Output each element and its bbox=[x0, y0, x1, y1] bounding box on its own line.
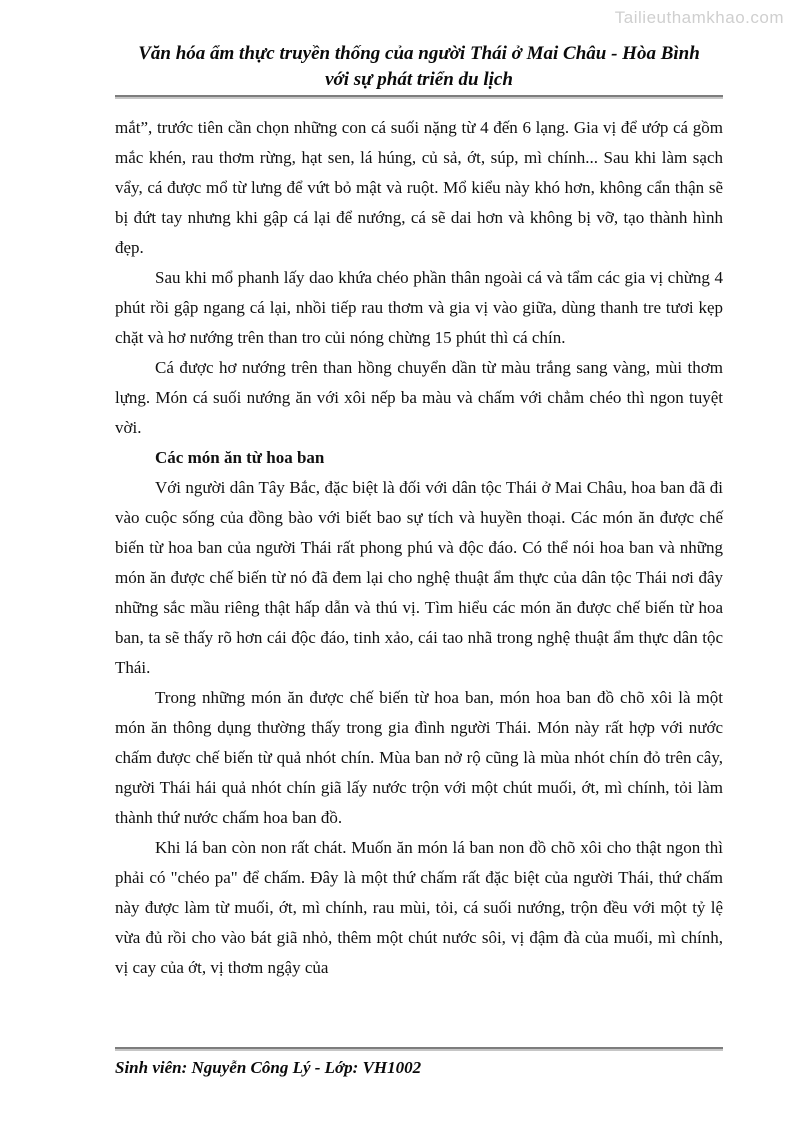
header-divider bbox=[115, 95, 723, 99]
body-paragraph: Trong những món ăn được chế biến từ hoa ban, món hoa ban đồ chõ xôi là một món ăn thông dụng thường thấy trong gia đình người Thái. Món này rất hợp với nước chấm được chế biến từ quả nhót chín. Mùa ban nở rộ cũng là mùa nhót chín đỏ trên cây, người Thái hái quả nhót chín giã lấy nước trộn với một chút muối, ớt, mì chính, tỏi làm thành thứ nước chấm hoa ban đồ. bbox=[115, 688, 723, 827]
body-text bbox=[115, 113, 723, 983]
footer-student-info: Sinh viên: Nguyễn Công Lý - Lớp: VH1002 bbox=[115, 1058, 422, 1077]
header-title-line1: Văn hóa ẩm thực truyền thống của người Thái ở Mai Châu - Hòa Bình bbox=[138, 43, 700, 64]
body-paragraph: Sau khi mổ phanh lấy dao khứa chéo phần thân ngoài cá và tẩm các gia vị chừng 4 phút rồi gập ngang cá lại, nhồi tiếp rau thơm và gia vị vào giữa, dùng thanh tre tươi kẹp chặt và hơ nướng trên than tro củi nóng chừng 15 phút thì cá chín. bbox=[115, 268, 723, 347]
page-header bbox=[115, 0, 723, 93]
page-footer bbox=[115, 1047, 723, 1080]
body-paragraph: Khi lá ban còn non rất chát. Muốn ăn món lá ban non đồ chõ xôi cho thật ngon thì phải có "chéo pa" để chấm. Đây là một thứ chấm rất đặc biệt của người Thái, thứ chấm này được làm từ muối, ớt, mì chính, rau mùi, tỏi, cá suối nướng, trộn đều với một tỷ lệ vừa đủ rồi cho vào bát giã nhỏ, thêm một chút nước sôi, vị đậm đà của muối, mì chính, vị cay của ớt, vị thơm ngậy của bbox=[115, 838, 723, 977]
header-title-line2: với sự phát triển du lịch bbox=[325, 69, 513, 90]
content-column bbox=[115, 0, 723, 983]
section-heading: Các món ăn từ hoa ban bbox=[155, 448, 325, 467]
body-paragraph: Cá được hơ nướng trên than hồng chuyển dần từ màu trắng sang vàng, mùi thơm lựng. Món cá suối nướng ăn với xôi nếp ba màu và chấm với chẳm chéo thì ngon tuyệt vời. bbox=[115, 358, 723, 437]
body-paragraph: mắt”, trước tiên cần chọn những con cá suối nặng từ 4 đến 6 lạng. Gia vị để ướp cá gồm mắc khén, rau thơm rừng, hạt sen, lá húng, củ sả, ớt, súp, mì chính... Sau khi làm sạch vẩy, cá được mổ từ lưng để vứt bỏ mật và ruột. Mổ kiểu này khó hơn, không cẩn thận sẽ bị đứt tay nhưng khi gập cá lại để nướng, cá sẽ dai hơn và không bị vỡ, tạo thành hình đẹp. bbox=[115, 118, 723, 257]
site-watermark: Tailieuthamkhao.com bbox=[614, 8, 784, 27]
footer-divider bbox=[115, 1047, 723, 1051]
body-paragraph: Với người dân Tây Bắc, đặc biệt là đối với dân tộc Thái ở Mai Châu, hoa ban đã đi vào cuộc sống của đồng bào với biết bao sự tích và huyền thoại. Các món ăn được chế biến từ hoa ban của người Thái rất phong phú và độc đáo. Có thể nói hoa ban và những món ăn được chế biến từ nó đã đem lại cho nghệ thuật ẩm thực của dân tộc Thái nơi đây những sắc mầu riêng thật hấp dẫn và thú vị. Tìm hiểu các món ăn được chế biến từ hoa ban, ta sẽ thấy rõ hơn cái độc đáo, tinh xảo, cái tao nhã trong nghệ thuật ẩm thực dân tộc Thái. bbox=[115, 478, 723, 677]
